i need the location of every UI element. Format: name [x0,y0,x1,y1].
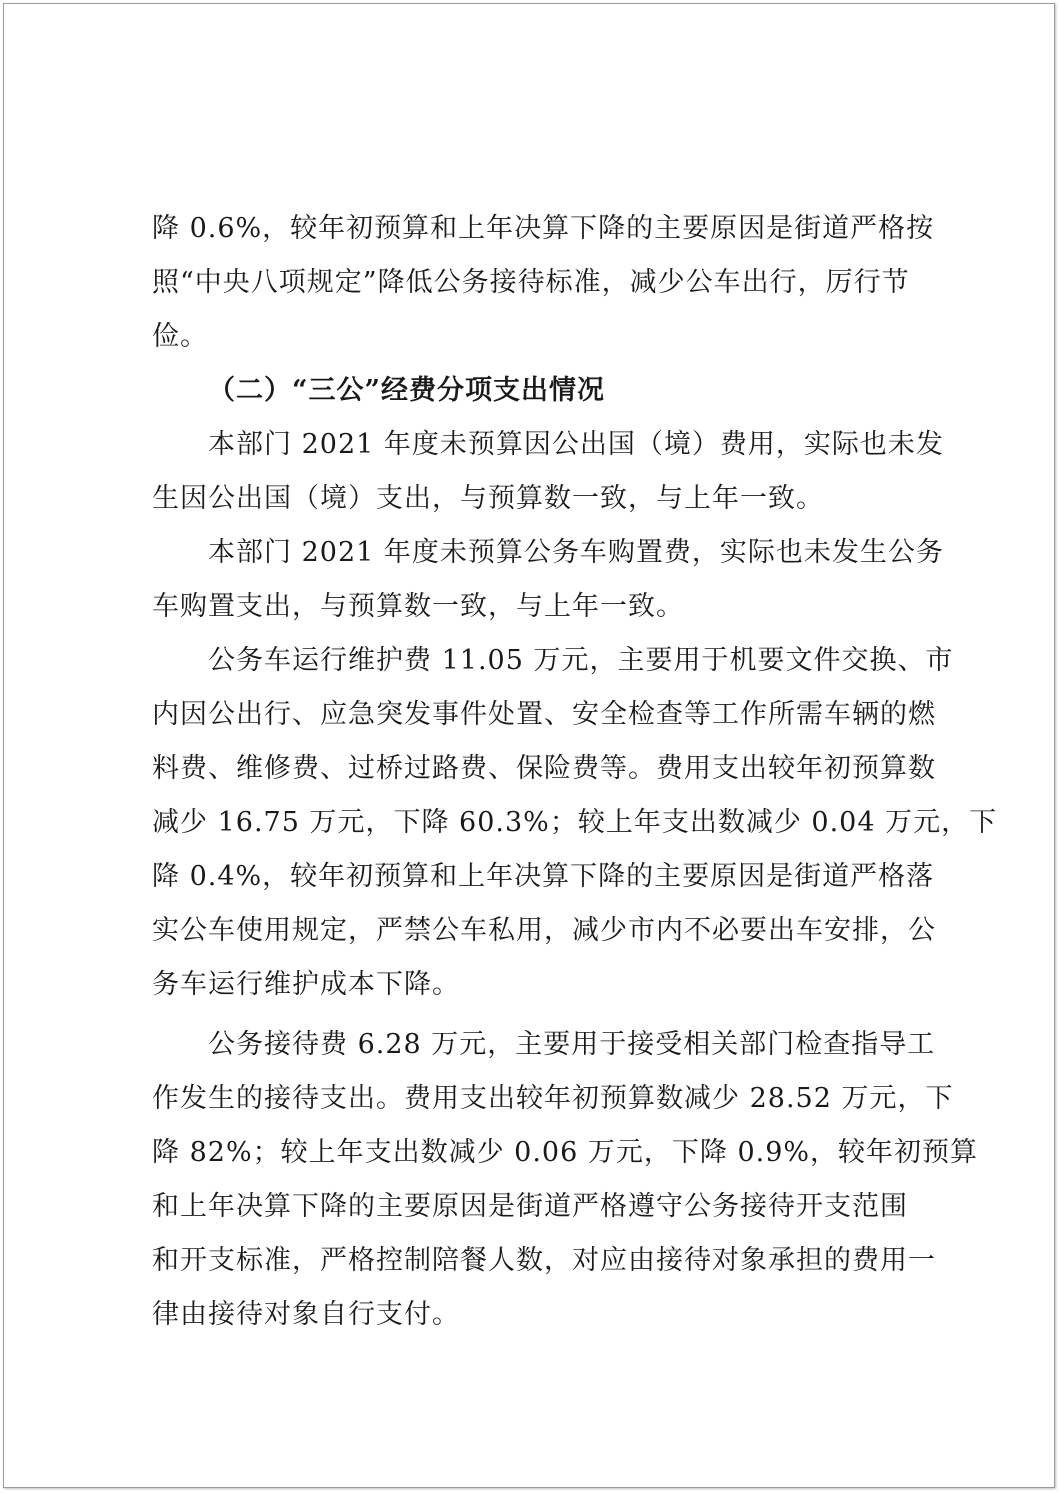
paragraph-line: 作发生的接待支出。费用支出较年初预算数减少 28.52 万元，下 [152,1083,954,1114]
text-line: 俭。 [152,321,208,352]
text-line: 照“中央八项规定”降低公务接待标准，减少公车出行，厉行节 [152,267,910,298]
paragraph-line: 公务接待费 6.28 万元，主要用于接受相关部门检查指导工 [208,1029,936,1060]
document-body [152,202,998,1342]
paragraph-line: 和上年决算下降的主要原因是街道严格遵守公务接待开支范围 [152,1191,908,1222]
paragraph-line: 律由接待对象自行支付。 [152,1299,460,1330]
paragraph-line: 实公车使用规定，严禁公车私用，减少市内不必要出车安排，公 [152,915,936,946]
paragraph-line: 公务车运行维护费 11.05 万元，主要用于机要文件交换、市 [208,645,954,676]
text-line: 降 0.6%，较年初预算和上年决算下降的主要原因是街道严格按 [152,213,935,244]
paragraph-line: 料费、维修费、过桥过路费、保险费等。费用支出较年初预算数 [152,753,936,784]
paragraph-line: 降 82%；较上年支出数减少 0.06 万元，下降 0.9%，较年初预算 [152,1137,979,1168]
paragraph-line: 务车运行维护成本下降。 [152,969,460,1000]
paragraph-line: 生因公出国（境）支出，与预算数一致，与上年一致。 [152,483,824,514]
section-heading: （二）“三公”经费分项支出情况 [208,375,606,406]
paragraph-line: 和开支标准，严格控制陪餐人数，对应由接待对象承担的费用一 [152,1245,936,1276]
paragraph-line: 内因公出行、应急突发事件处置、安全检查等工作所需车辆的燃 [152,699,936,730]
paragraph-line: 本部门 2021 年度未预算因公出国（境）费用，实际也未发 [208,429,944,460]
document-page [3,3,1055,1488]
paragraph-line: 车购置支出，与预算数一致，与上年一致。 [152,591,684,622]
paragraph-line: 减少 16.75 万元，下降 60.3%；较上年支出数减少 0.04 万元，下 [152,807,998,838]
paragraph-line: 降 0.4%，较年初预算和上年决算下降的主要原因是街道严格落 [152,861,935,892]
paragraph-line: 本部门 2021 年度未预算公务车购置费，实际也未发生公务 [208,537,944,568]
